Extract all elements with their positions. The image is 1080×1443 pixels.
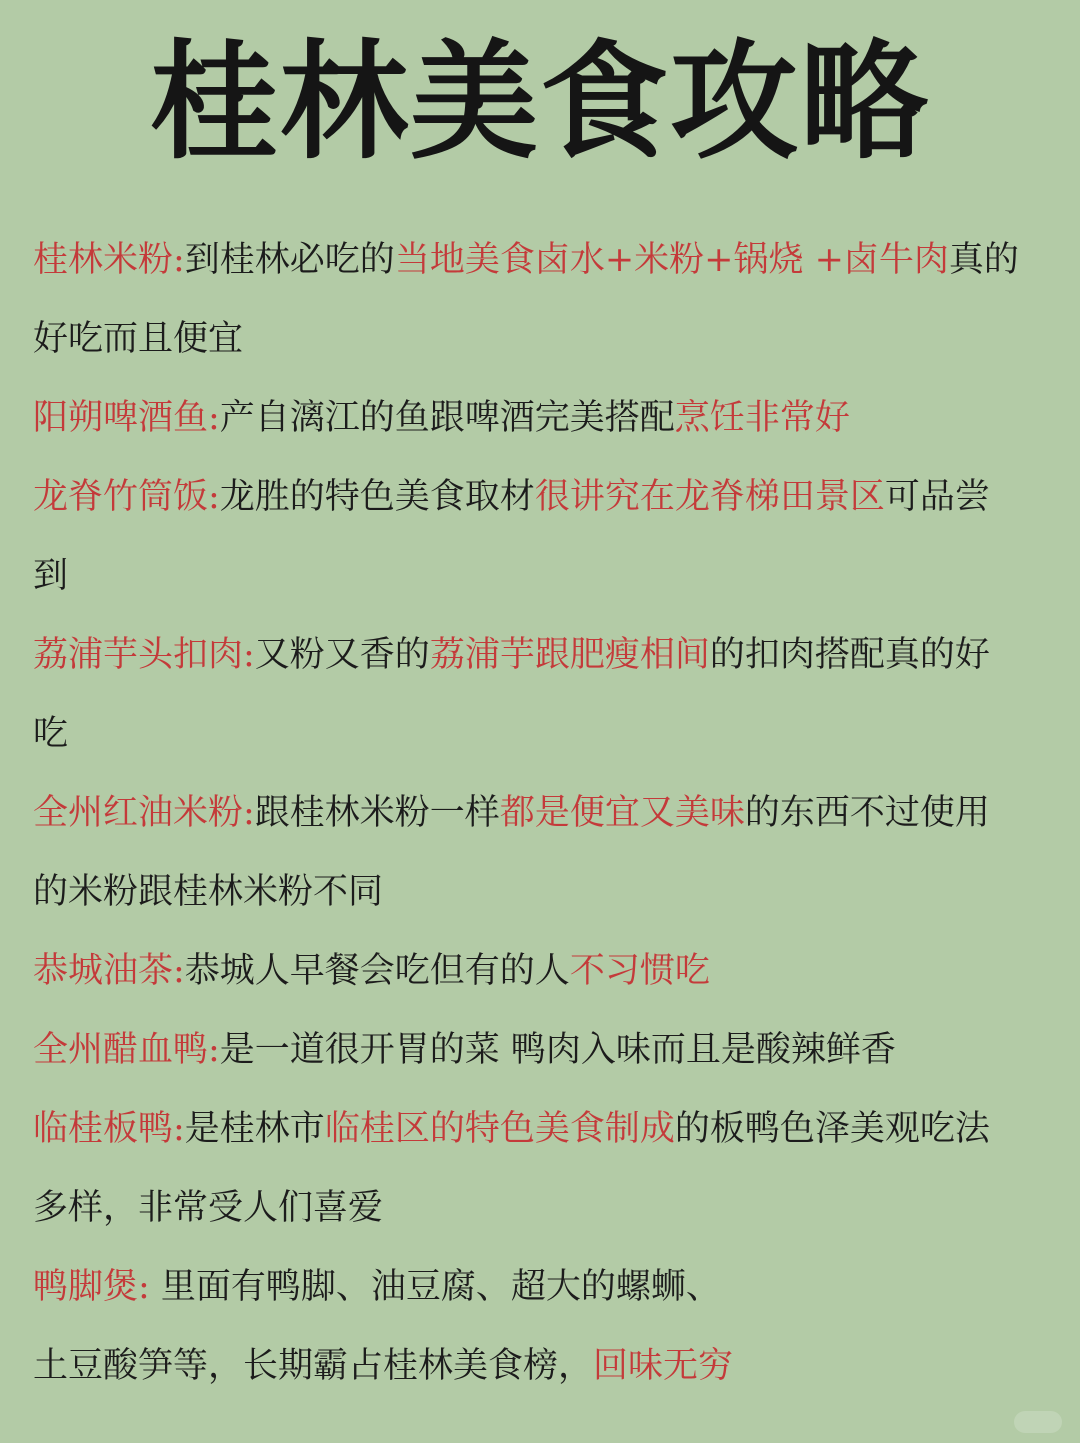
body-text: 龙胜的特色美食取材	[219, 477, 535, 517]
body-text: 里面有鸭脚、油豆腐、超大的螺蛳、	[160, 1267, 721, 1307]
body-text: 的板鸭色泽美观吃法	[674, 1109, 990, 1149]
body-text: 是一道很开胃的菜 鸭肉入味而且是酸辣鲜香	[219, 1030, 896, 1070]
highlight-text: 阳朔啤酒鱼:	[33, 398, 220, 438]
body-text: 到	[33, 556, 69, 596]
text-line	[33, 1248, 1053, 1327]
highlight-text: 龙脊竹筒饭:	[33, 477, 220, 517]
highlight-text: 临桂区的特色美食制成	[324, 1109, 675, 1149]
highlight-text: 鸭脚煲:	[33, 1267, 161, 1307]
highlight-text: 全州红油米粉:	[33, 793, 255, 833]
body-text: 是桂林市	[184, 1109, 325, 1149]
body-text: 好吃而且便宜	[33, 319, 244, 359]
text-line	[33, 616, 1053, 695]
body-text: 的扣肉搭配真的好	[709, 635, 990, 675]
body-text: 吃	[33, 714, 69, 754]
highlight-text: 恭城油茶:	[33, 951, 185, 991]
body-text: 跟桂林米粉一样	[254, 793, 500, 833]
highlight-text: 临桂板鸭:	[33, 1109, 185, 1149]
text-line	[33, 537, 1053, 616]
highlight-text: 回味无穷	[593, 1346, 734, 1386]
text-line	[33, 1011, 1053, 1090]
food-guide-content	[33, 221, 1053, 1406]
text-line	[33, 853, 1053, 932]
highlight-text: 都是便宜又美味	[499, 793, 745, 833]
body-text: 多样，非常受人们喜爱	[33, 1188, 384, 1228]
body-text: 可品尝	[884, 477, 990, 517]
highlight-text: 荔浦芋跟肥瘦相间	[429, 635, 710, 675]
page-title: 桂林美食攻略	[149, 28, 930, 177]
body-text: 恭城人早餐会吃但有的人	[184, 951, 570, 991]
text-line	[33, 300, 1053, 379]
body-text: 真的	[948, 240, 1019, 280]
body-text: 土豆酸笋等，长期霸占桂林美食榜，	[33, 1346, 594, 1386]
text-line	[33, 1090, 1053, 1169]
highlight-text: 全州醋血鸭:	[33, 1030, 220, 1070]
watermark-badge	[1014, 1411, 1062, 1433]
text-line	[33, 695, 1053, 774]
highlight-text: 桂林米粉:	[33, 240, 185, 280]
body-text: 的米粉跟桂林米粉不同	[33, 872, 384, 912]
highlight-text: 不习惯吃	[569, 951, 710, 991]
highlight-text: 荔浦芋头扣肉:	[33, 635, 255, 675]
body-text: 到桂林必吃的	[184, 240, 395, 280]
body-text: 的东西不过使用	[744, 793, 990, 833]
text-line	[33, 458, 1053, 537]
body-text: 产自漓江的鱼跟啤酒完美搭配	[219, 398, 675, 438]
text-line	[33, 221, 1053, 300]
highlight-text: 烹饪非常好	[674, 398, 850, 438]
text-line	[33, 932, 1053, 1011]
highlight-text: 很讲究在龙脊梯田景区	[534, 477, 885, 517]
highlight-text: 当地美食卤水+米粉+锅烧 +卤牛肉	[394, 240, 949, 280]
text-line	[33, 1327, 1053, 1406]
text-line	[33, 774, 1053, 853]
body-text: 又粉又香的	[254, 635, 430, 675]
text-line	[33, 379, 1053, 458]
text-line	[33, 1169, 1053, 1248]
